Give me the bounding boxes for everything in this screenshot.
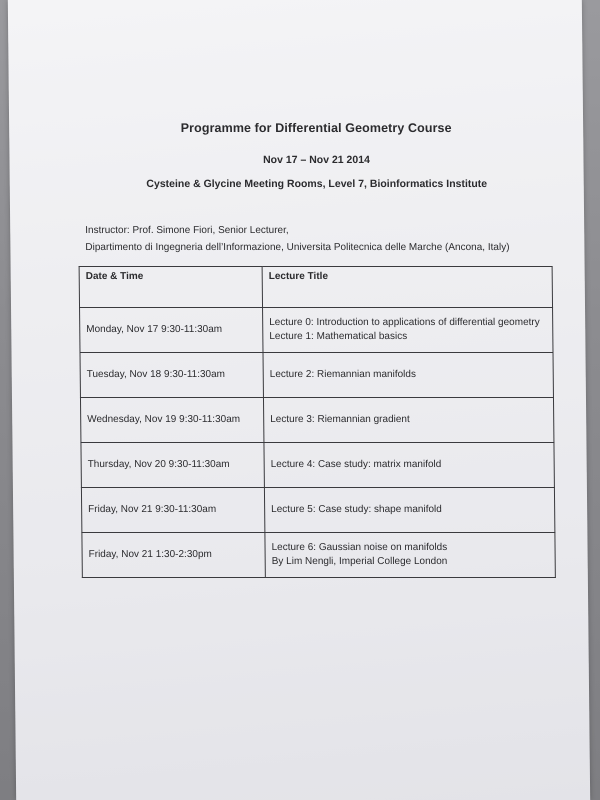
lecture-line-1: Lecture 5: Case study: shape manifold xyxy=(271,504,442,515)
lecture-line-1: Lecture 4: Case study: matrix manifold xyxy=(270,459,442,470)
document-title: Programme for Differential Geometry Course xyxy=(180,121,452,135)
venue: Cysteine & Glycine Meeting Rooms, Level 7, Bioinformatics Institute xyxy=(146,178,488,190)
table-row xyxy=(81,488,554,533)
header-lecture-title: Lecture Title xyxy=(262,267,552,308)
lecture-line-2: By Lim Nengli, Imperial College London xyxy=(271,556,448,567)
instructor-info xyxy=(85,222,509,256)
row-date: Wednesday, Nov 19 9:30-11:30am xyxy=(80,398,263,443)
row-lecture xyxy=(263,308,553,353)
table-row xyxy=(82,533,555,578)
row-lecture xyxy=(264,488,554,533)
table-row xyxy=(81,443,554,488)
lecture-line-1: Lecture 3: Riemannian gradient xyxy=(270,414,410,425)
row-lecture xyxy=(264,443,554,488)
row-lecture xyxy=(265,533,555,578)
row-date: Tuesday, Nov 18 9:30-11:30am xyxy=(80,353,263,398)
row-lecture xyxy=(263,353,553,398)
lecture-line-1: Lecture 0: Introduction to applications of differential geometry xyxy=(269,317,540,328)
instructor-line-2: Dipartimento di Ingegneria dell’Informazione, Universita Politecnica delle Marche (Ancona, Italy) xyxy=(85,242,510,253)
paper-sheet xyxy=(8,0,590,800)
row-date: Thursday, Nov 20 9:30-11:30am xyxy=(81,443,264,488)
row-lecture xyxy=(263,398,553,443)
table-header-row xyxy=(79,267,552,308)
row-date: Monday, Nov 17 9:30-11:30am xyxy=(80,308,263,353)
header-date-time: Date & Time xyxy=(79,267,262,308)
lecture-line-1: Lecture 6: Gaussian noise on manifolds xyxy=(271,542,448,553)
course-dates: Nov 17 – Nov 21 2014 xyxy=(263,154,370,166)
table-row xyxy=(80,353,553,398)
schedule-table xyxy=(79,266,556,578)
row-date: Friday, Nov 21 9:30-11:30am xyxy=(81,488,264,533)
lecture-line-2: Lecture 1: Mathematical basics xyxy=(269,331,408,342)
table-row xyxy=(80,398,553,443)
table-row xyxy=(80,308,553,353)
lecture-line-1: Lecture 2: Riemannian manifolds xyxy=(269,369,416,380)
instructor-line-1: Instructor: Prof. Simone Fiori, Senior Lecturer, xyxy=(85,225,289,236)
row-date: Friday, Nov 21 1:30-2:30pm xyxy=(82,533,265,578)
